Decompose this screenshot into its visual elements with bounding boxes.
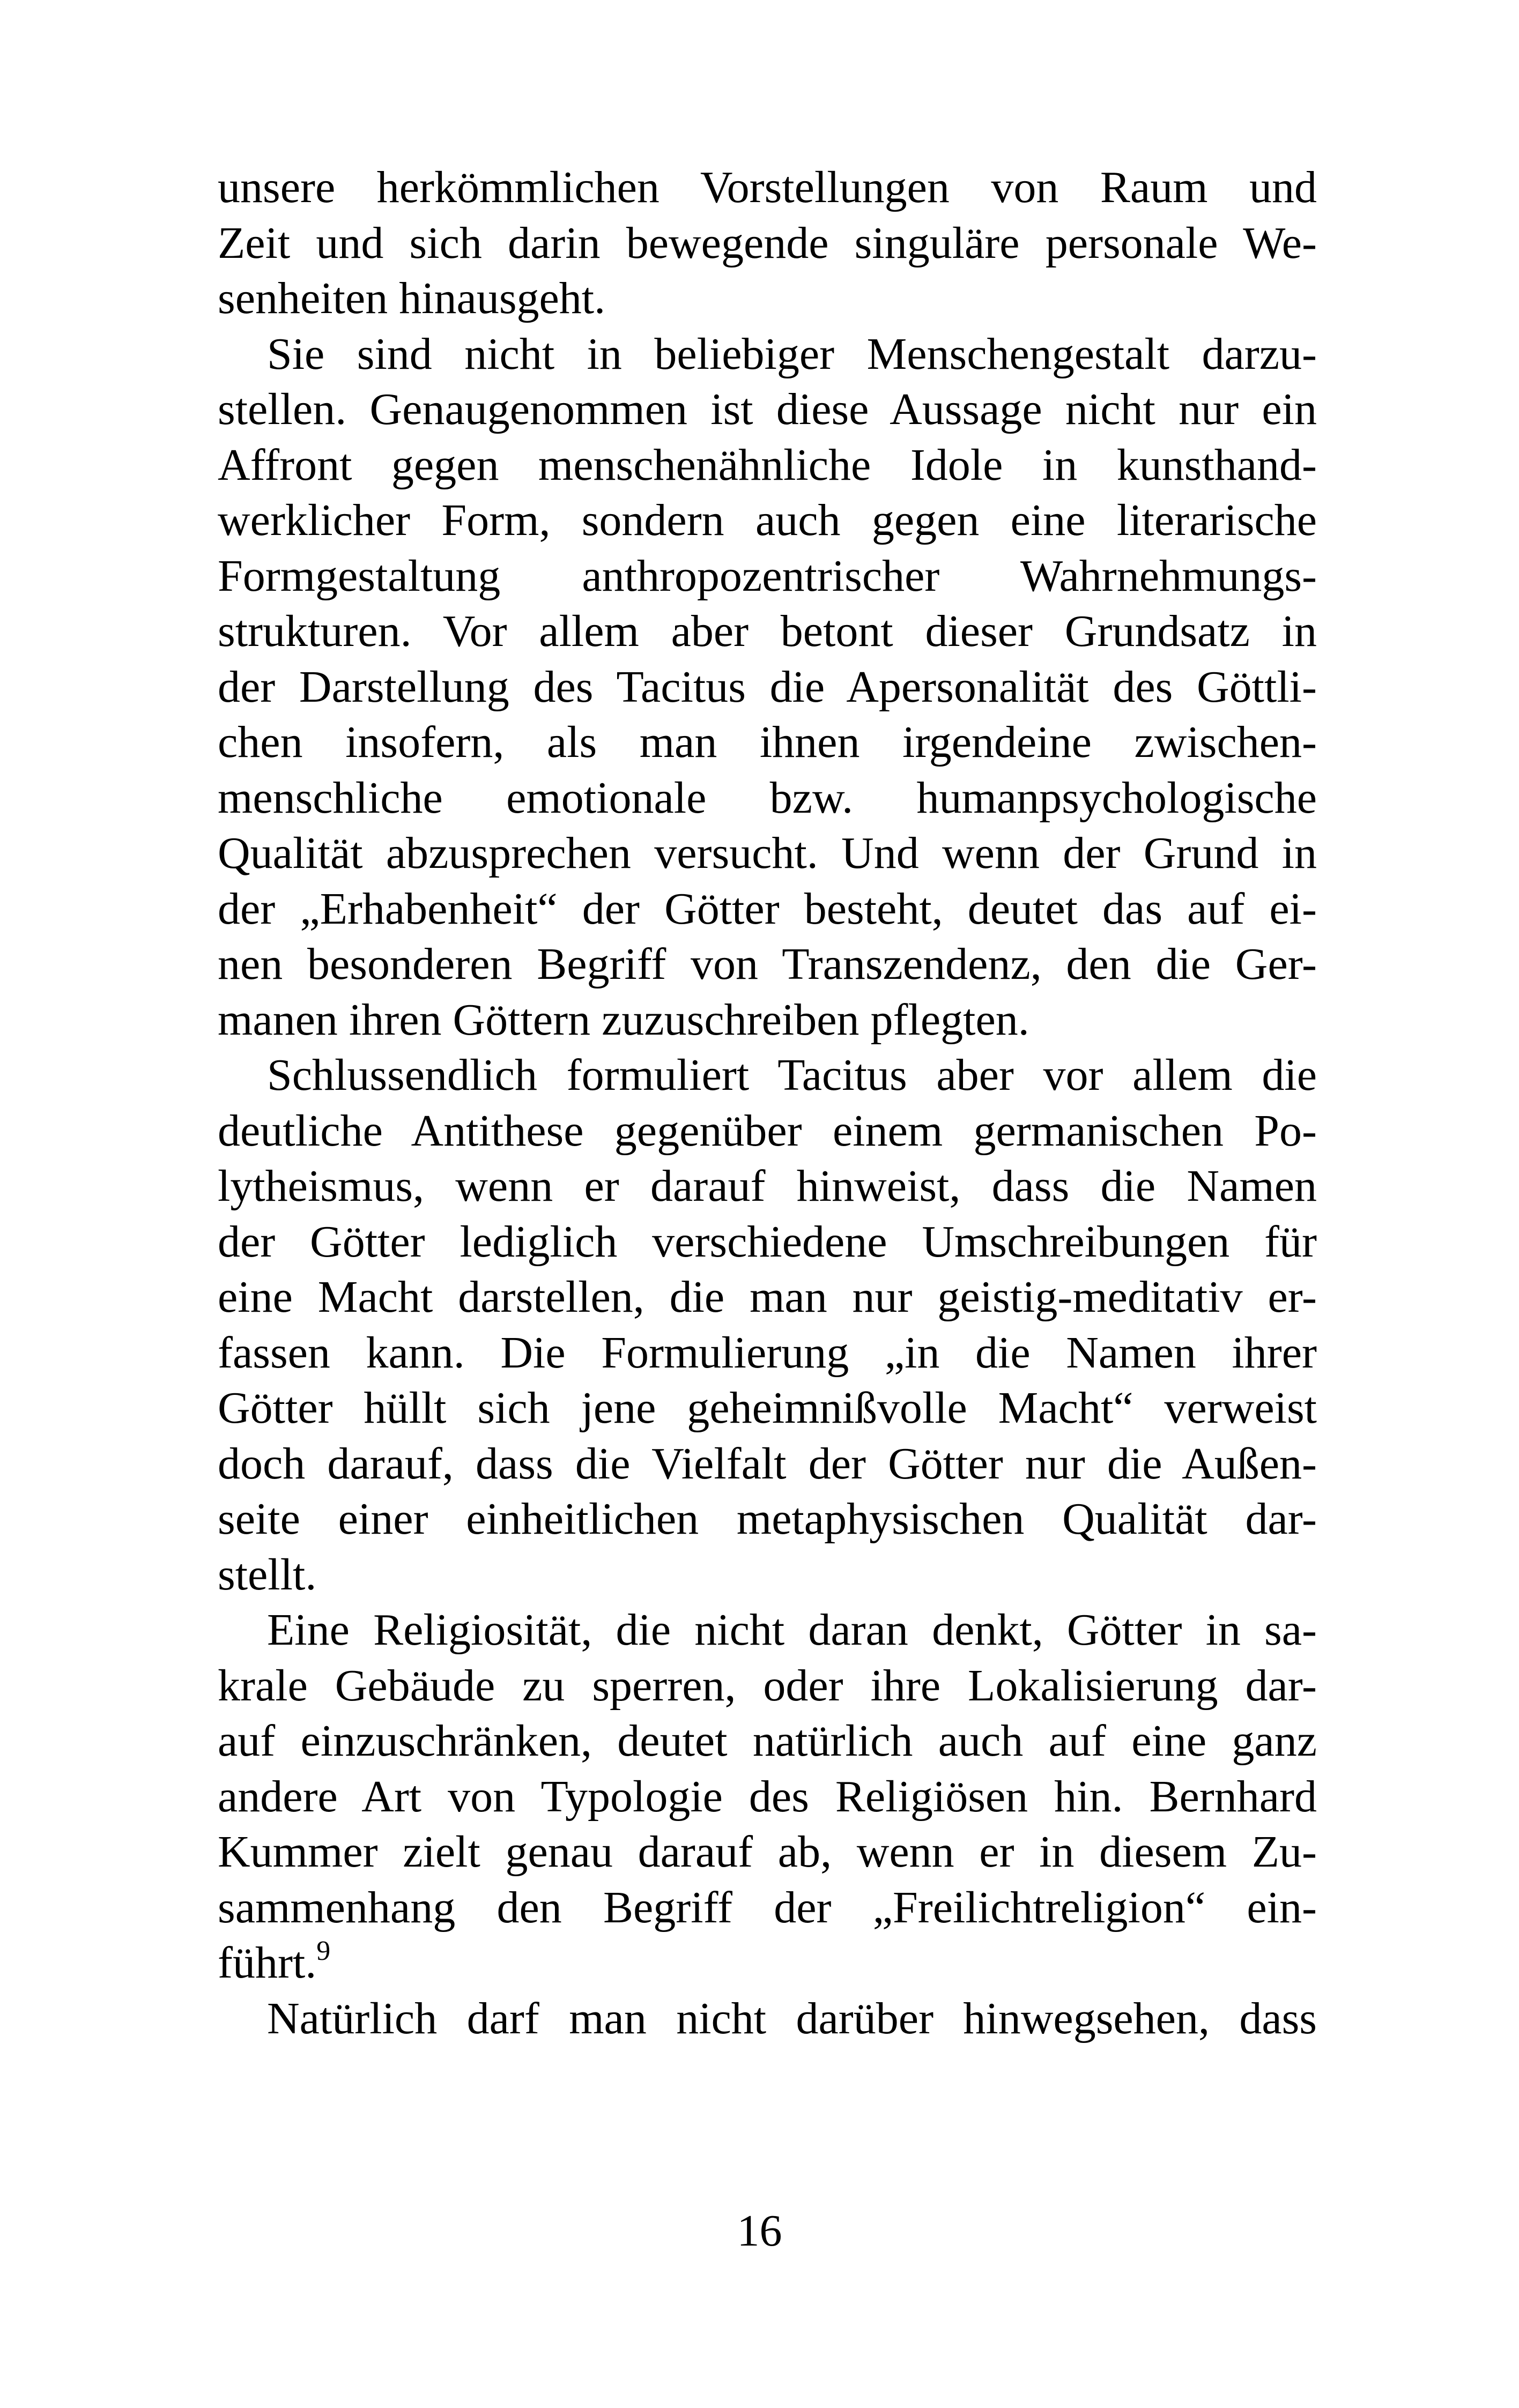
text-line: senheiten hinausgeht. xyxy=(218,273,606,323)
body-text xyxy=(218,160,1317,2046)
text-line: menschliche emotionale bzw. humanpsychologische xyxy=(218,772,1317,823)
text-line: unsere herkömmlichen Vorstellungen von Raum und xyxy=(218,162,1317,212)
text-line-with-footnote xyxy=(218,1935,1317,1991)
text-line: lytheismus, wenn er darauf hinweist, dass die Namen xyxy=(218,1161,1317,1211)
text-line: stellt. xyxy=(218,1549,317,1600)
text-line: Formgestaltung anthropozentrischer Wahrnehmungs- xyxy=(218,551,1317,601)
text-line: sammenhang den Begriff der „Freilichtreligion“ ein- xyxy=(218,1882,1317,1933)
text-line: Kummer zielt genau darauf ab, wenn er in diesem Zu- xyxy=(218,1827,1317,1877)
paragraph-first-line: Eine Religiosität, die nicht daran denkt, Götter in sa- xyxy=(267,1605,1317,1655)
text-line: chen insofern, als man ihnen irgendeine zwischen- xyxy=(218,717,1317,767)
text-line: Zeit und sich darin bewegende singuläre personale We- xyxy=(218,218,1317,268)
text-line: auf einzuschränken, deutet natürlich auch auf eine ganz xyxy=(218,1716,1317,1766)
text-line: krale Gebäude zu sperren, oder ihre Lokalisierung dar- xyxy=(218,1660,1317,1711)
text-line: der Darstellung des Tacitus die Apersonalität des Göttli- xyxy=(218,662,1317,712)
footnote-reference[interactable]: 9 xyxy=(316,1936,331,1966)
paragraph-first-line: Natürlich darf man nicht darüber hinwegsehen, dass xyxy=(267,1993,1317,2043)
text-line: fassen kann. Die Formulierung „in die Namen ihrer xyxy=(218,1327,1317,1378)
text-line: stellen. Genaugenommen ist diese Aussage nicht nur ein xyxy=(218,384,1317,434)
text-line: werklicher Form, sondern auch gegen eine literarische xyxy=(218,495,1317,545)
text-line: doch darauf, dass die Vielfalt der Götter nur die Außen- xyxy=(218,1438,1317,1489)
text-line: andere Art von Typologie des Religiösen hin. Bernhard xyxy=(218,1771,1317,1822)
text-line: Götter hüllt sich jene geheimnißvolle Macht“ verweist xyxy=(218,1383,1317,1433)
page-number: 16 xyxy=(737,2206,782,2256)
paragraph-first-line: Schlussendlich formuliert Tacitus aber vor allem die xyxy=(267,1050,1317,1100)
text-line: deutliche Antithese gegenüber einem germanischen Po- xyxy=(218,1105,1317,1156)
text-line: eine Macht darstellen, die man nur geistig-meditativ er- xyxy=(218,1272,1317,1322)
text-line: Qualität abzusprechen versucht. Und wenn der Grund in xyxy=(218,828,1317,878)
text-line: manen ihren Göttern zuzuschreiben pflegten. xyxy=(218,994,1029,1045)
paragraph-first-line: Sie sind nicht in beliebiger Menschengestalt darzu- xyxy=(267,329,1317,379)
text-line: der Götter lediglich verschiedene Umschreibungen für xyxy=(218,1216,1317,1267)
text-line: seite einer einheitlichen metaphysischen Qualität dar- xyxy=(218,1494,1317,1544)
text-line: Affront gegen menschenähnliche Idole in kunsthand- xyxy=(218,440,1317,490)
text-line-content: führt. xyxy=(218,1938,317,1988)
text-line: nen besonderen Begriff von Transzendenz, den die Ger- xyxy=(218,939,1317,989)
text-line: strukturen. Vor allem aber betont dieser Grundsatz in xyxy=(218,606,1317,656)
text-line: der „Erhabenheit“ der Götter besteht, deutet das auf ei- xyxy=(218,883,1317,934)
